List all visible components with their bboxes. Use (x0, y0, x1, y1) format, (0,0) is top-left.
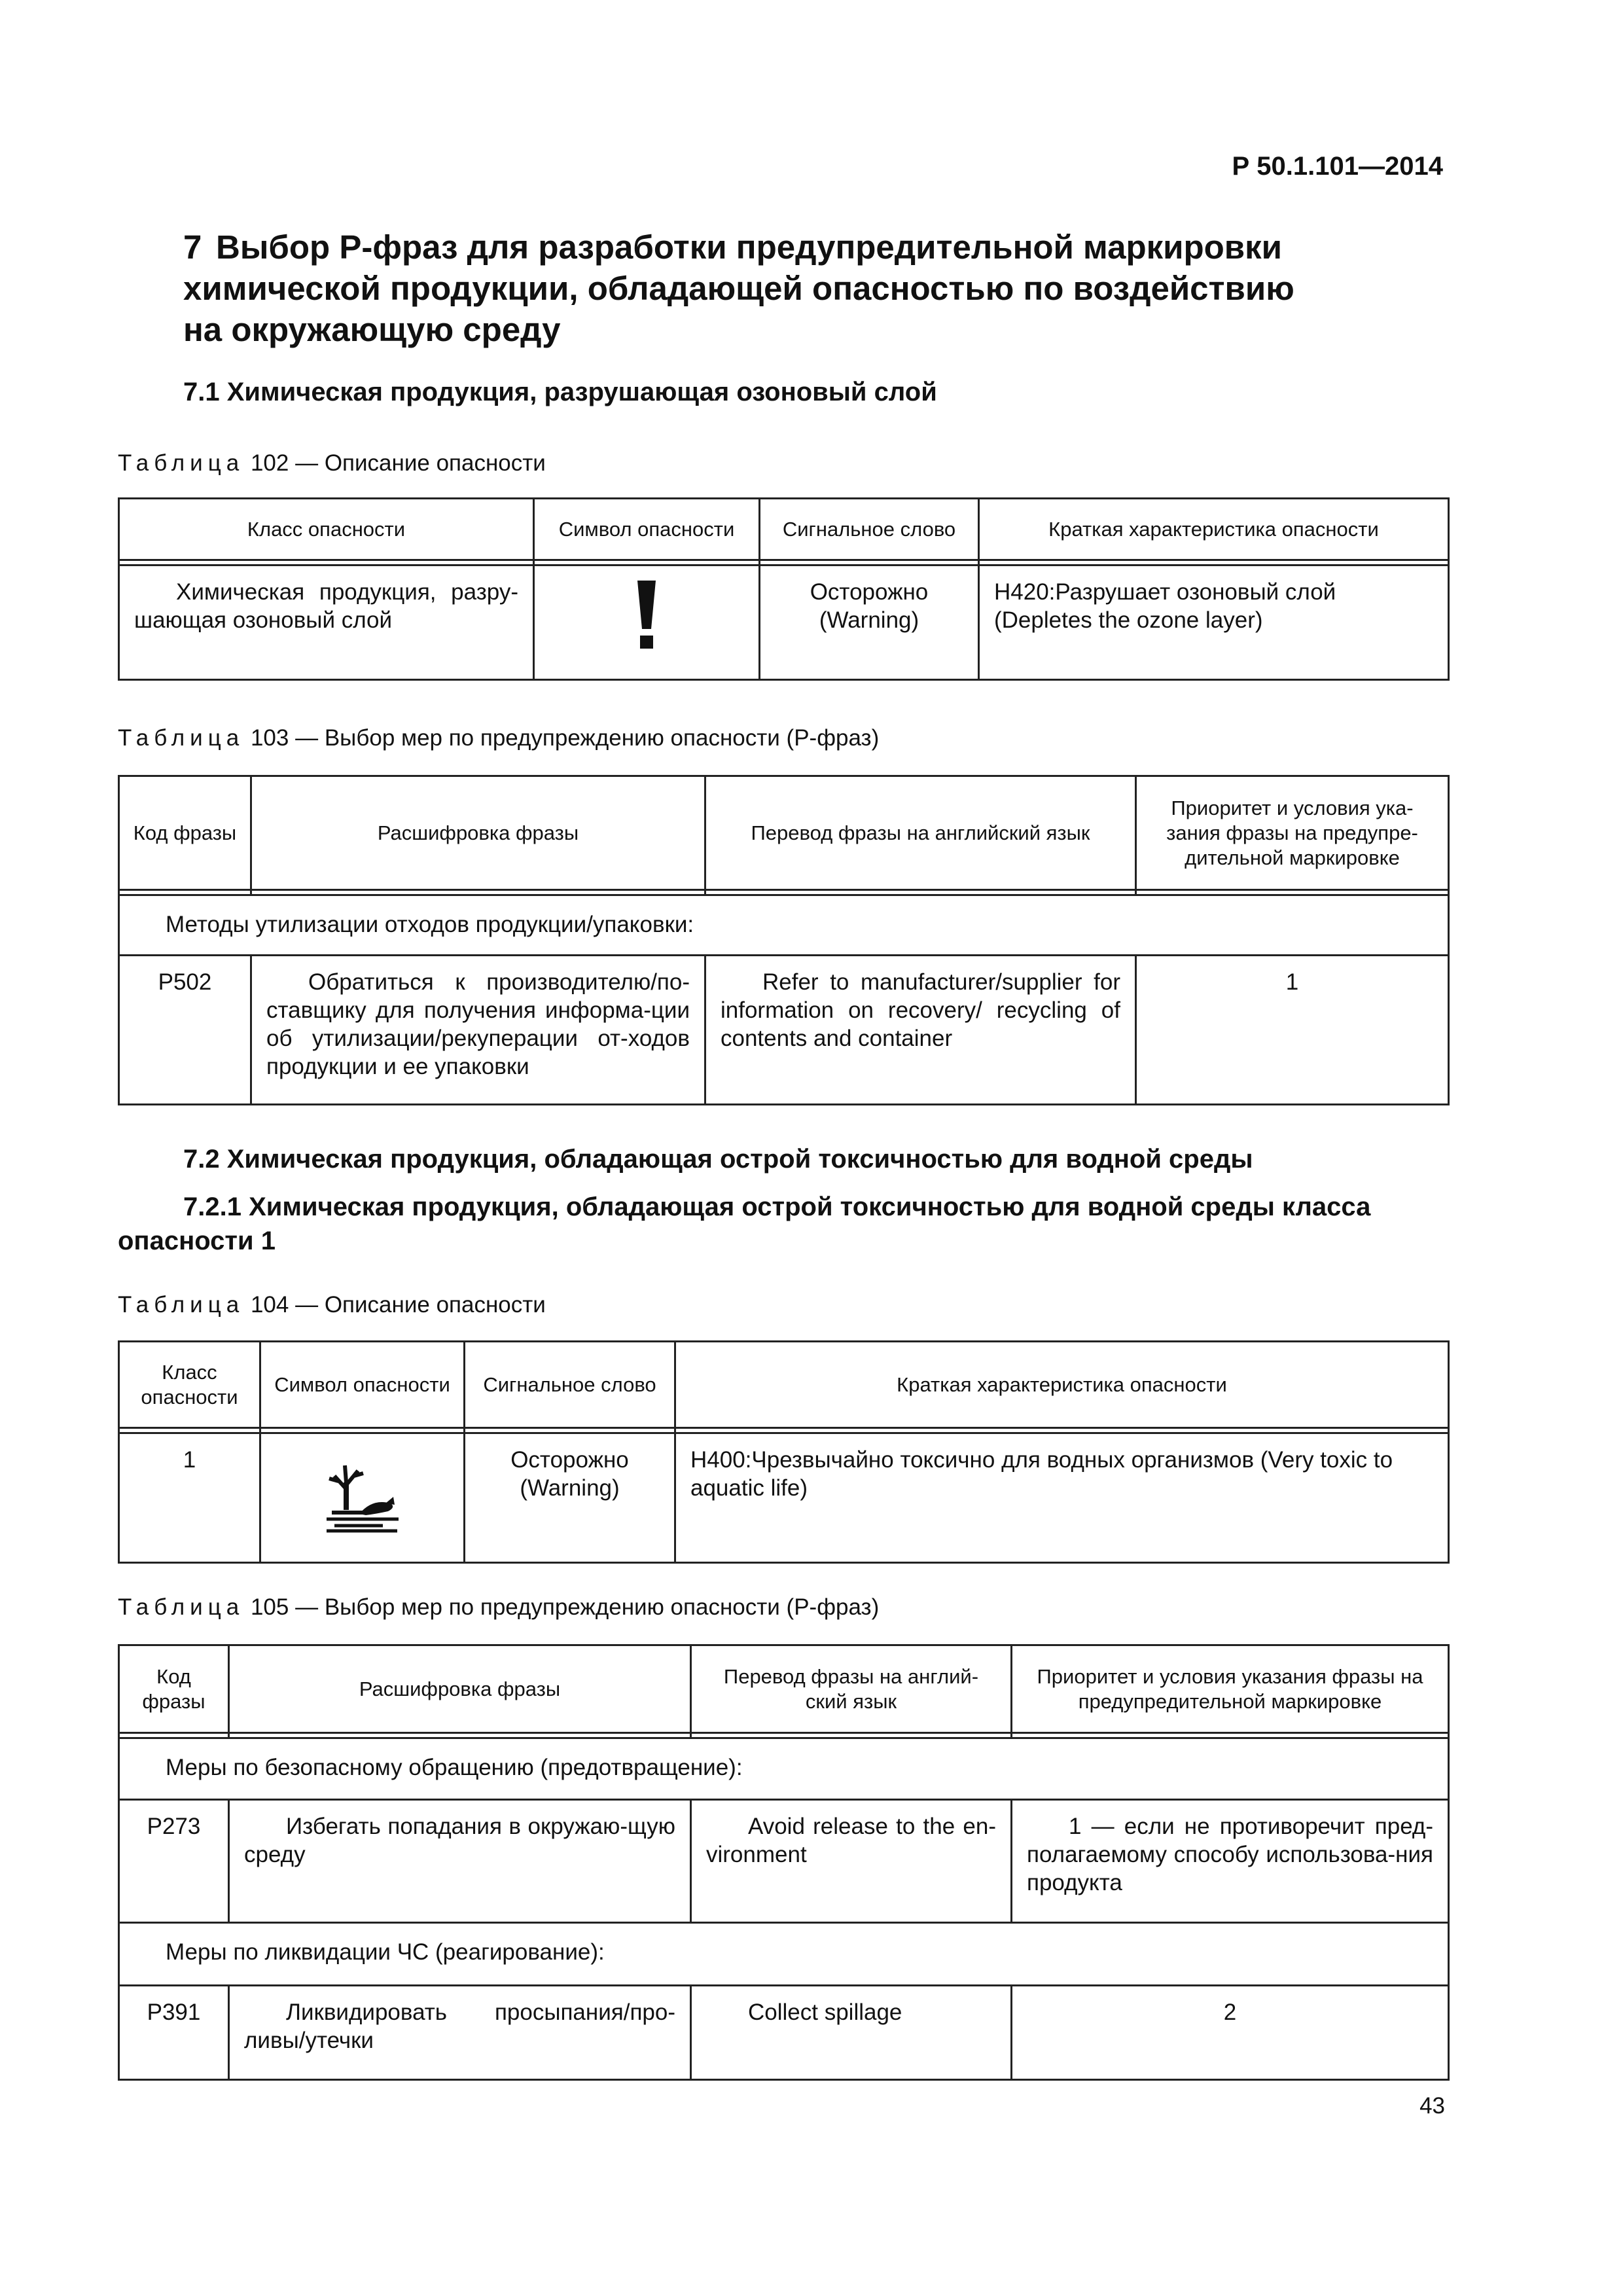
table-105-row-p391 (119, 1986, 1449, 2080)
table-103-header-code: Код фразы (119, 776, 251, 890)
table-104-class-cell: 1 (119, 1433, 260, 1563)
table-105-divider (119, 1733, 1449, 1738)
table-105-section-2-label: Меры по ликвидации ЧС (реагирование): (119, 1923, 1449, 1986)
table-105-section-1-label: Меры по безопасному обращению (предотвращение): (119, 1738, 1449, 1800)
table-105-row-1-priority-cell: 1 — если не противоречит пред-полагаемому способу использова-ния продукта (1012, 1800, 1449, 1923)
table-105-header-priority: Приоритет и условия указания фразы на предупредительной маркировке (1012, 1645, 1449, 1733)
table-103-divider (119, 890, 1449, 895)
table-104-caption-prefix: Таблица (118, 1292, 245, 1318)
table-104-characteristic-cell: H400:Чрезвычайно токсично для водных организмов (Very toxic to aquatic life) (675, 1433, 1449, 1563)
table-105-row-2-code-cell: Р391 (119, 1986, 229, 2080)
table-102-symbol-cell (534, 565, 760, 680)
table-104-header-symbol: Символ опасности (260, 1342, 465, 1428)
table-104-caption-text: 104 — Описание опасности (250, 1292, 546, 1318)
table-104 (118, 1340, 1450, 1564)
table-105-row-2-text-en-cell: Collect spillage (691, 1986, 1012, 2080)
table-102-caption-text: 102 — Описание опасности (250, 450, 546, 476)
table-105-section-2-row (119, 1923, 1449, 1986)
table-103-priority-cell: 1 (1136, 956, 1449, 1105)
table-105 (118, 1644, 1450, 2081)
table-102-row (119, 565, 1449, 680)
table-103-caption-text: 103 — Выбор мер по предупреждению опасности (Р-фраз) (250, 725, 880, 751)
table-104-header-signal: Сигнальное слово (465, 1342, 675, 1428)
table-105-section-1-row (119, 1738, 1449, 1800)
table-103-section-label: Методы утилизации отходов продукции/упаковки: (119, 895, 1449, 956)
table-102-caption (118, 449, 546, 478)
table-103-header-row (119, 776, 1449, 890)
exclamation-mark-icon (633, 578, 660, 650)
table-105-row-1-text-ru-cell: Избегать попадания в окружаю-щую среду (229, 1800, 691, 1923)
table-102-header-characteristic: Краткая характеристика опасности (979, 499, 1449, 560)
table-103-section-row (119, 895, 1449, 956)
table-105-caption-prefix: Таблица (118, 1594, 245, 1620)
environment-hazard-icon (320, 1451, 405, 1536)
table-104-row (119, 1433, 1449, 1563)
table-105-header-text-en: Перевод фразы на англий-ский язык (691, 1645, 1012, 1733)
table-105-row-2-text-ru-cell: Ликвидировать просыпания/про-ливы/утечки (229, 1986, 691, 2080)
section-7-title-line-3: на окружающую среду (183, 311, 561, 348)
table-102-header-class: Класс опасности (119, 499, 534, 560)
table-102-header-signal: Сигнальное слово (760, 499, 979, 560)
table-102-characteristic-cell: H420:Разрушает озоновый слой (Depletes the ozone layer) (979, 565, 1449, 680)
table-102-signal-cell: Осторожно (Warning) (760, 565, 979, 680)
section-7-2-1-title: 7.2.1 Химическая продукция, обладающая острой токсичностью для водной среды класса опасности 1 (118, 1193, 1371, 1255)
section-7-1-title: 7.1 Химическая продукция, разрушающая озоновый слой (183, 378, 937, 406)
section-7-title-line-1: Выбор Р-фраз для разработки предупредительной маркировки (216, 228, 1283, 266)
table-103-header-text-ru: Расшифровка фразы (251, 776, 705, 890)
table-103-text-ru-cell: Обратиться к производителю/по-ставщику для получения информа-ции об утилизации/рекуперации от-ходов продукции и ее упаковки (251, 956, 705, 1105)
table-105-header-row (119, 1645, 1449, 1733)
table-104-caption (118, 1291, 546, 1319)
table-102-class-cell: Химическая продукция, разру-шающая озоновый слой (119, 565, 534, 680)
section-7-title (183, 226, 1427, 350)
table-103-text-en-cell: Refer to manufacturer/supplier for information on recovery/ recycling of contents and container (705, 956, 1136, 1105)
table-102-caption-prefix: Таблица (118, 450, 245, 476)
table-105-caption (118, 1593, 879, 1622)
table-102-header-symbol: Символ опасности (534, 499, 760, 560)
table-105-row-p273 (119, 1800, 1449, 1923)
table-103-header-text-en: Перевод фразы на английский язык (705, 776, 1136, 890)
section-7-number: 7 (183, 228, 202, 266)
table-105-caption-text: 105 — Выбор мер по предупреждению опасности (Р-фраз) (250, 1594, 880, 1620)
table-102-divider (119, 560, 1449, 565)
table-103-caption-prefix: Таблица (118, 725, 245, 751)
table-103 (118, 775, 1450, 1105)
page-number: 43 (1419, 2093, 1445, 2119)
table-102-header-row (119, 499, 1449, 560)
table-104-header-characteristic: Краткая характеристика опасности (675, 1342, 1449, 1428)
table-104-header-class: Класс опасности (119, 1342, 260, 1428)
table-105-row-1-text-en-cell: Avoid release to the en-vironment (691, 1800, 1012, 1923)
table-104-symbol-cell (260, 1433, 465, 1563)
standard-code: Р 50.1.101—2014 (1232, 152, 1443, 181)
table-105-row-1-code-cell: Р273 (119, 1800, 229, 1923)
table-105-row-2-priority-cell: 2 (1012, 1986, 1449, 2080)
section-7-2-title: 7.2 Химическая продукция, обладающая острой токсичностью для водной среды (183, 1145, 1253, 1174)
table-104-header-row (119, 1342, 1449, 1428)
table-103-code-cell: Р502 (119, 956, 251, 1105)
table-104-signal-cell: Осторожно (Warning) (465, 1433, 675, 1563)
table-104-divider (119, 1428, 1449, 1433)
table-103-caption (118, 724, 879, 753)
section-7-title-line-2: химической продукции, обладающей опасностью по воздействию (183, 270, 1294, 307)
table-105-header-text-ru: Расшифровка фразы (229, 1645, 691, 1733)
table-103-row-p502 (119, 956, 1449, 1105)
table-105-header-code: Код фразы (119, 1645, 229, 1733)
table-102 (118, 497, 1450, 681)
table-103-header-priority: Приоритет и условия ука-зания фразы на предупре-дительной маркировке (1136, 776, 1449, 890)
